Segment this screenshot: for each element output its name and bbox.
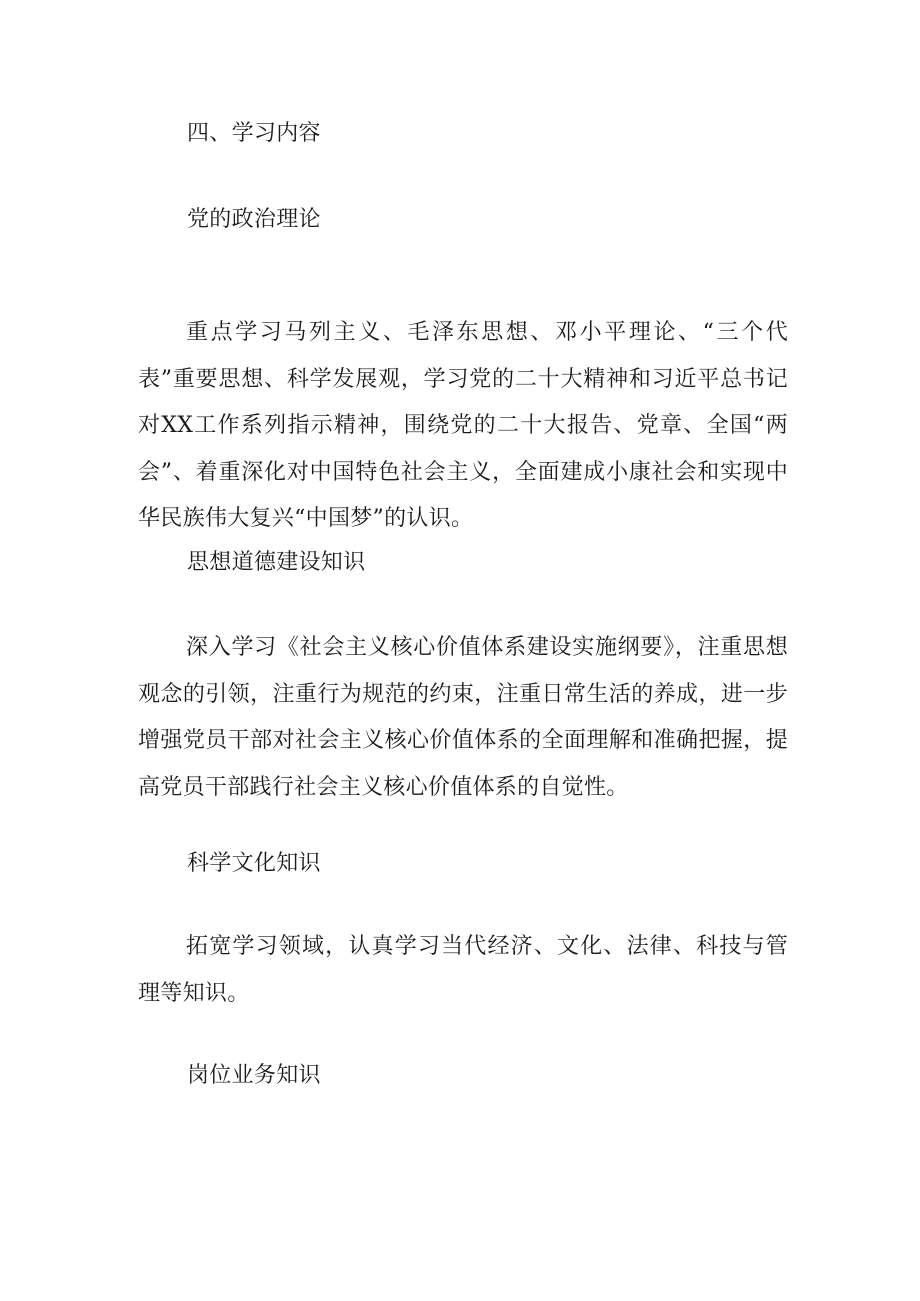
paragraph-political-theory: 重点学习马列主义、毛泽东思想、邓小平理论、“三个代表”重要思想、科学发展观，学习党的二十大精神和习近平总书记对XX工作系列指示精神，围绕党的二十大报告、党章、全国“两会”、着重深化对中国特色社会主义，全面建成小康社会和实现中华民族伟大复兴“中国梦”的认识。 <box>138 320 788 531</box>
subsection-heading-science-culture: 科学文化知识 <box>187 851 321 876</box>
subsection-heading-moral-construction: 思想道德建设知识 <box>187 550 366 575</box>
section-title: 四、学习内容 <box>187 121 321 146</box>
paragraph-science-culture: 拓宽学习领域，认真学习当代经济、文化、法律、科技与管理等知识。 <box>138 934 788 1006</box>
subsection-heading-job-knowledge: 岗位业务知识 <box>187 1063 321 1088</box>
paragraph-moral-construction: 深入学习《社会主义核心价值体系建设实施纲要》，注重思想观念的引领，注重行为规范的约束，注重日常生活的养成，进一步增强党员干部对社会主义核心价值体系的全面理解和准确把握，提高党员干部践行社会主义核心价值体系的自觉性。 <box>138 635 788 800</box>
subsection-heading-political-theory: 党的政治理论 <box>187 207 321 232</box>
